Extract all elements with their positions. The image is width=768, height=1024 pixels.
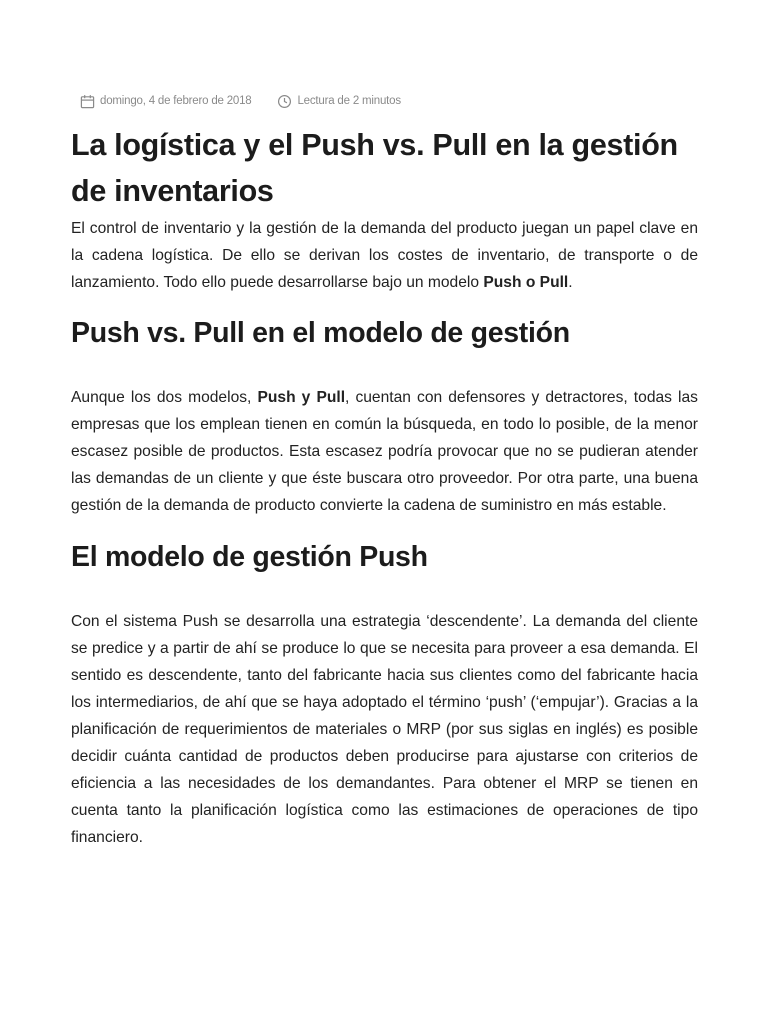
section1-text-after: , cuentan con defensores y detractores, todas las empresas que los emplean tienen en común la búsqueda, en todo lo posible, de la menor escasez posible de productos. Esta escasez podría provocar que no se pudieran atender las demandas de un cliente y que éste buscara otro proveedor. Por otra parte, una buena gestión de la demanda de producto convierte la cadena de suministro en más estable. (71, 389, 698, 514)
clock-icon (277, 94, 292, 109)
article (71, 88, 698, 851)
intro-end: . (568, 274, 573, 291)
intro-strong: Push o Pull (483, 274, 569, 291)
section1-text-before: Aunque los dos modelos, (71, 389, 258, 406)
section1-strong: Push y Pull (257, 389, 346, 406)
article-title: La logística y el Push vs. Pull en la gestión de inventarios (71, 128, 678, 208)
calendar-icon (80, 94, 95, 109)
section2-paragraph: Con el sistema Push se desarrolla una estrategia ‘descendente’. La demanda del cliente se predice y a partir de ahí se produce lo que se necesita para proveer a esa demanda. El sentido es descendente, tanto del fabricante hacia sus clientes como del fabricante hacia los intermediarios, de ahí que se haya adoptado el término ‘push’ (‘empujar’). Gracias a la planificación de requerimientos de materiales o MRP (por sus siglas en inglés) es posible decidir cuánta cantidad de productos deben producirse para ajustarse con criterios de eficiencia a las necesidades de los demandantes. Para obtener el MRP se tienen en cuenta tanto la planificación logística como las estimaciones de operaciones de tipo financiero. (71, 613, 698, 846)
section-heading-push-model: El modelo de gestión Push (71, 541, 428, 573)
section-heading-push-vs-pull: Push vs. Pull en el modelo de gestión (71, 317, 570, 349)
intro-paragraph (71, 215, 698, 296)
post-date (80, 94, 251, 109)
post-meta (80, 88, 698, 114)
reading-time-text: Lectura de 2 minutos (297, 95, 401, 107)
post-date-text: domingo, 4 de febrero de 2018 (100, 95, 252, 107)
intro-text: El control de inventario y la gestión de la demanda del producto juegan un papel clave en la cadena logística. De ello se derivan los costes de inventario, de transporte o de lanzamiento. Todo ello puede desarrollarse bajo un modelo (71, 220, 698, 291)
reading-time (277, 94, 400, 109)
section1-paragraph (71, 384, 698, 519)
